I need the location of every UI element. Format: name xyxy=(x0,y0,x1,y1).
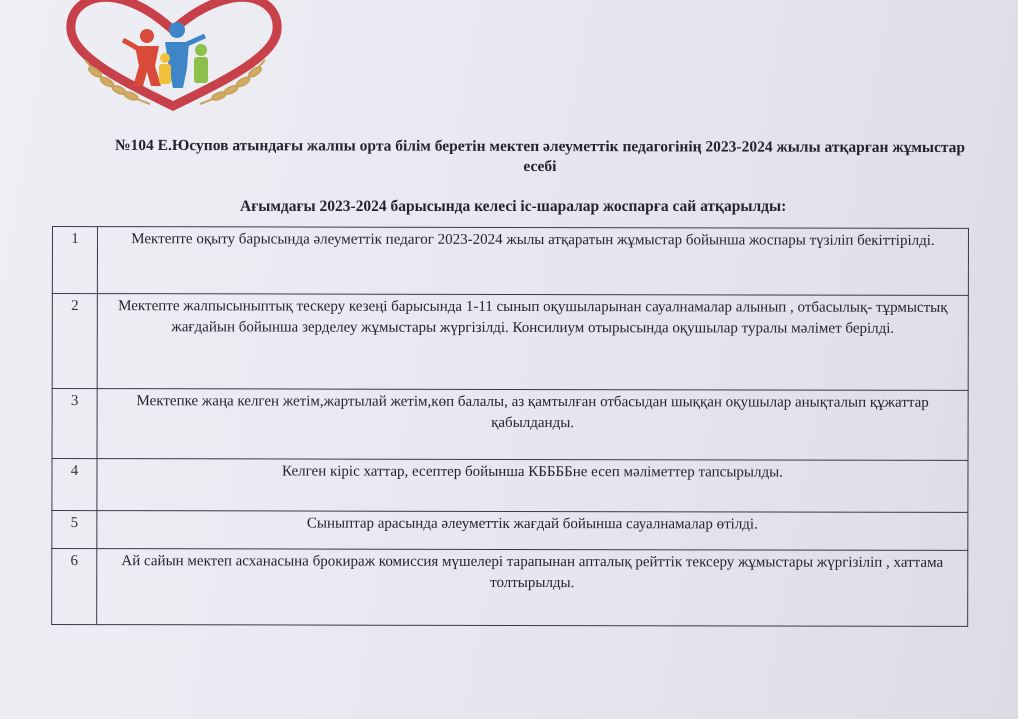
row-text: Мектепте жалпысыныптық тескеру кезеңі барысында 1-11 сынып оқушыларынан сауалнамалар алынып , отбасылық- тұрмыстық жағдайын бойынша зерделеу жұмыстары жүргізілді. Консилиум отырысында оқушылар туралы мәлімет берілді. xyxy=(97,294,968,391)
report-subtitle: Ағымдағы 2023-2024 барысында келесі іс-шаралар жоспарға сай атқарылды: xyxy=(240,198,787,215)
row-number: 5 xyxy=(52,511,97,549)
table-row xyxy=(52,459,968,513)
row-text: Мектепке жаңа келген жетім,жартылай жетім,көп балалы, аз қамтылған отбасыдан шыққан оқушылар анықталып құжаттар қабылданды. xyxy=(97,389,968,461)
row-text: Ай сайын мектеп асханасына брокираж комиссия мүшелері тарапынан апталық рейттік тексеру жұмыстары жүргізіліп , хаттама толтырылды. xyxy=(97,549,968,627)
row-text: Сыныптар арасында әлеуметтік жағдай бойынша сауалнамалар өтілді. xyxy=(97,511,968,551)
report-title: №104 Е.Юсупов атындағы жалпы орта білім беретін мектеп әлеуметтік педагогінің 2023-2024 жылы атқарған жұмыстар есебі xyxy=(114,136,966,176)
table-row xyxy=(52,511,968,551)
row-number: 2 xyxy=(52,294,97,389)
table-row xyxy=(52,549,968,627)
table-row xyxy=(52,389,968,461)
row-text: Келген кіріс хаттар, есептер бойынша КББББне есеп мәліметтер тапсырылды. xyxy=(97,459,968,513)
row-number: 4 xyxy=(52,459,97,511)
row-number: 3 xyxy=(52,389,97,459)
activities-table xyxy=(51,226,969,627)
row-number: 1 xyxy=(52,227,97,294)
family-heart-logo xyxy=(55,0,295,112)
table-row xyxy=(52,227,968,296)
row-number: 6 xyxy=(52,549,97,625)
row-text: Мектепте оқыту барысында әлеуметтік педагог 2023-2024 жылы атқаратын жұмыстар бойынша жоспары түзіліп бекіттірілді. xyxy=(97,227,968,296)
table-row xyxy=(52,294,968,391)
